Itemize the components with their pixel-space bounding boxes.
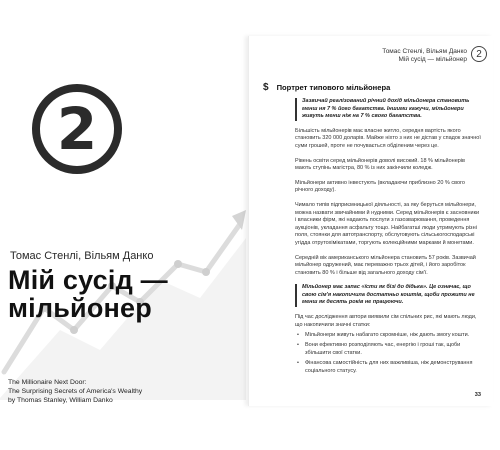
- book-authors: Томас Стенлі, Вільям Данко: [10, 250, 154, 262]
- section-heading: [263, 82, 390, 93]
- dollar-icon: $: [263, 82, 269, 93]
- original-subtitle-line: The Surprising Secrets of America's Wealthy: [8, 388, 143, 395]
- original-authors-line: by Thomas Stanley, William Danko: [8, 397, 113, 404]
- list-item: • Вони ефективно розподіляють час, енергію і гроші так, щоби збільшити свої статки.: [295, 342, 481, 357]
- paragraph: Рівень освіти серед мільйонерів доволі високий. 18 % мільйонерів мають ступінь магістра, 80 % із них закінчили коледж.: [295, 157, 465, 172]
- paragraph: Під час дослідження автори виявили сім спільних рис, які мають люди, що накопичили значні статки:: [295, 314, 477, 328]
- right-page: [248, 36, 493, 406]
- section-title: Портрет типового мільйонера: [276, 83, 391, 92]
- left-page: [0, 30, 246, 430]
- paragraph: Чимало типів підприємницької діяльності, за яку беруться мільйонери, можна назвати звичайними й нудними. Серед мільйонерів є засновники і власники фірм, які надають послуги з газозварювання, проведення аукціонів, укладання асфальту тощо. Найбагатші люди утримують різні поля, стоянки для автотранспорту, обслуговують сільськогосподарські угідда отрутохімікатами, торгують колекційними марками й монетами.: [295, 201, 480, 246]
- running-head-title: Мій сусід — мільйонер: [398, 56, 467, 63]
- book-title: Мій сусід — мільйонер: [8, 265, 168, 323]
- running-head-authors: Томас Стенлі, Вільям Данко: [382, 48, 467, 55]
- highlight-quote: Мільйонер має запас «їсти як бізі до дідька». Це означає, що свою сім'я накопичила достатньо коштів, щоби прожити не менш як десять років не працюючи.: [295, 284, 481, 307]
- original-title-block: [8, 378, 208, 405]
- chapter-number: 2: [56, 95, 98, 163]
- traits-list: [295, 332, 481, 375]
- paragraph: Середній вік американського мільйонера становить 57 років. Зазвичай мільйонер одружений, має переважно трьох дітей, і його заробіток становить 80 % і більше від загального доходу сім'ї.: [295, 254, 476, 276]
- chapter-number-badge: [32, 84, 122, 174]
- list-item: • Мільйонери живуть набагато скромніше, ніж дають змогу кошти.: [295, 332, 481, 340]
- section-content: [295, 98, 481, 378]
- original-title-line: The Millionaire Next Door:: [8, 379, 87, 386]
- highlight-quote: Зазвичай реалізований річний дохід мільйонера становить менш ня 7 % його багатства. Іншими кажучи, мільйонери живуть менш ніж на 7 % свого багатства.: [295, 98, 481, 121]
- chapter-badge-small: 2: [471, 46, 487, 62]
- list-item: • Фінансова самостійність для них важливіша, ніж демонстрування соціального статусу.: [295, 360, 481, 375]
- paragraph: Більшість мільйонерів має власне житло, середня вартість якого становить 320 000 доларів. Майже ніхто з них не дістав у спадок значної суми грошей, проте не почувається обділеним через це.: [295, 127, 481, 149]
- page-number: 33: [474, 392, 481, 398]
- running-head: [382, 48, 467, 64]
- paragraph: Мільйонери активно інвестують (вкладаючи приблизно 20 % свого річного доходу).: [295, 179, 465, 194]
